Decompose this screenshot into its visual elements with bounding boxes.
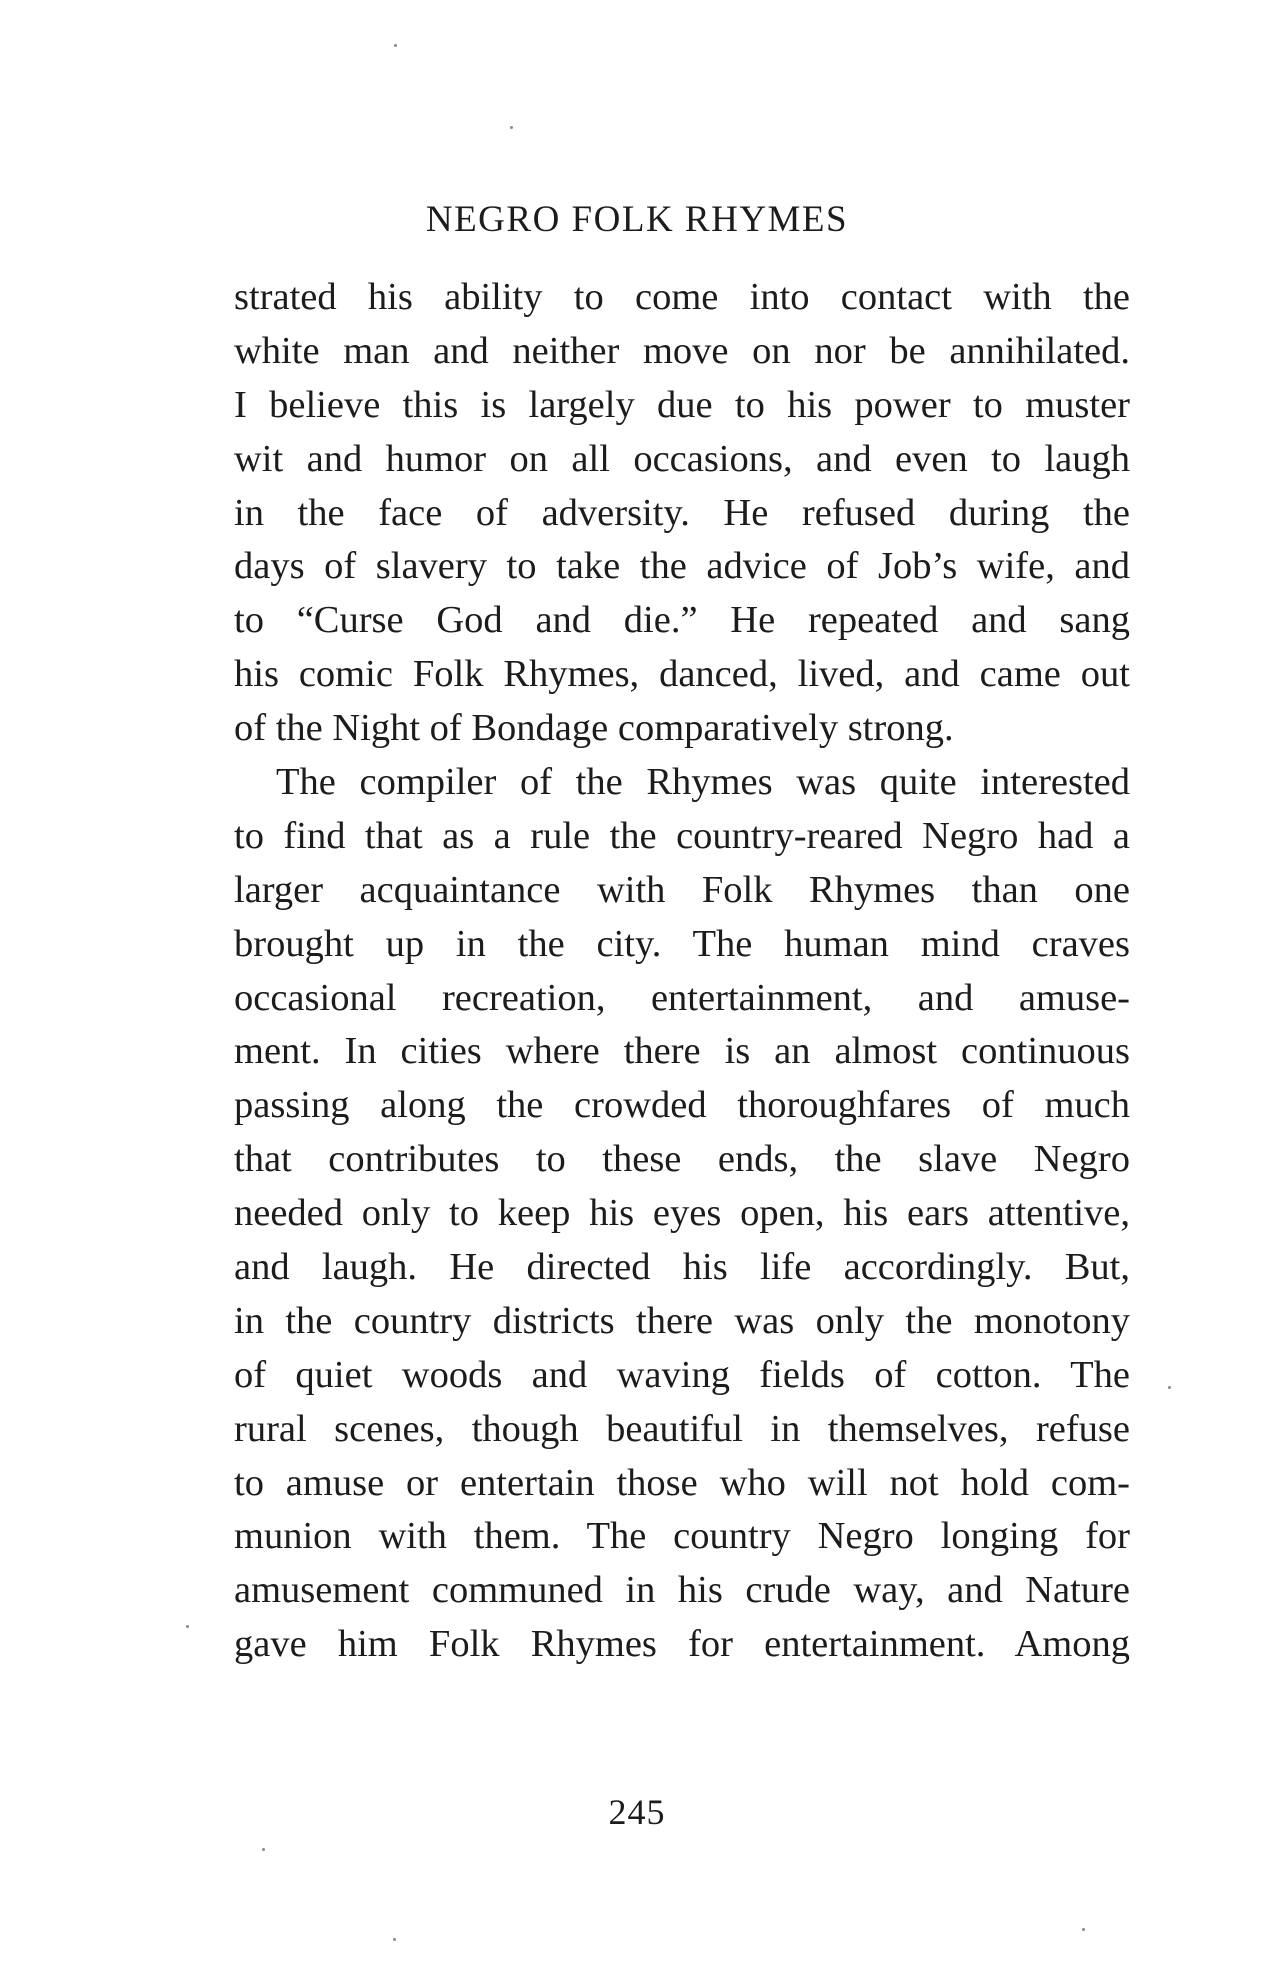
text-line: of the Night of Bondage comparatively strong. xyxy=(234,707,954,750)
text-line: larger acquaintance with Folk Rhymes than one xyxy=(234,868,1130,911)
text-line: and laugh. He directed his life accordingly. But, xyxy=(234,1246,1130,1289)
text-line: rural scenes, though beautiful in themselves, refuse xyxy=(234,1407,1130,1450)
text-line: gave him Folk Rhymes for entertainment. Among xyxy=(234,1623,1130,1666)
scan-speck xyxy=(510,126,513,129)
scan-speck xyxy=(393,1938,396,1941)
text-line: amusement communed in his crude way, and Nature xyxy=(234,1569,1130,1612)
paragraph-2 xyxy=(234,756,1130,1672)
scan-speck xyxy=(1168,1386,1171,1389)
page-number: 245 xyxy=(608,1792,666,1832)
text-line: to amuse or entertain those who will not hold com- xyxy=(234,1461,1130,1504)
text-line: in the face of adversity. He refused during the xyxy=(234,491,1130,534)
text-line: of quiet woods and waving fields of cotton. The xyxy=(234,1353,1130,1396)
text-line: wit and humor on all occasions, and even to laugh xyxy=(234,437,1130,480)
text-line: white man and neither move on nor be annihilated. xyxy=(234,329,1130,372)
text-line: The compiler of the Rhymes was quite interested xyxy=(276,761,1130,804)
text-line: passing along the crowded thoroughfares of much xyxy=(234,1084,1130,1127)
text-line: occasional recreation, entertainment, and amuse- xyxy=(234,976,1130,1019)
scan-speck xyxy=(186,1625,189,1628)
body-text xyxy=(234,271,1130,1672)
running-head: NEGRO FOLK RHYMES xyxy=(425,199,849,240)
text-line: to find that as a rule the country-reared Negro had a xyxy=(234,814,1130,857)
text-line: strated his ability to come into contact with the xyxy=(234,276,1130,318)
text-line: I believe this is largely due to his power to muster xyxy=(234,383,1130,426)
scan-speck xyxy=(394,44,397,47)
text-line: that contributes to these ends, the slave Negro xyxy=(234,1138,1130,1181)
paragraph-1 xyxy=(234,271,1130,756)
text-line: in the country districts there was only the monotony xyxy=(234,1299,1130,1342)
scan-speck xyxy=(262,1848,265,1851)
text-line: brought up in the city. The human mind craves xyxy=(234,922,1130,965)
text-line: munion with them. The country Negro longing for xyxy=(234,1515,1130,1558)
text-line: days of slavery to take the advice of Job’s wife, and xyxy=(234,545,1130,588)
text-line: needed only to keep his eyes open, his ears attentive, xyxy=(234,1192,1130,1235)
text-line: ment. In cities where there is an almost continuous xyxy=(234,1030,1130,1073)
scan-speck xyxy=(1082,1928,1085,1931)
text-line: his comic Folk Rhymes, danced, lived, and came out xyxy=(234,653,1130,696)
text-line: to “Curse God and die.” He repeated and sang xyxy=(234,599,1130,642)
